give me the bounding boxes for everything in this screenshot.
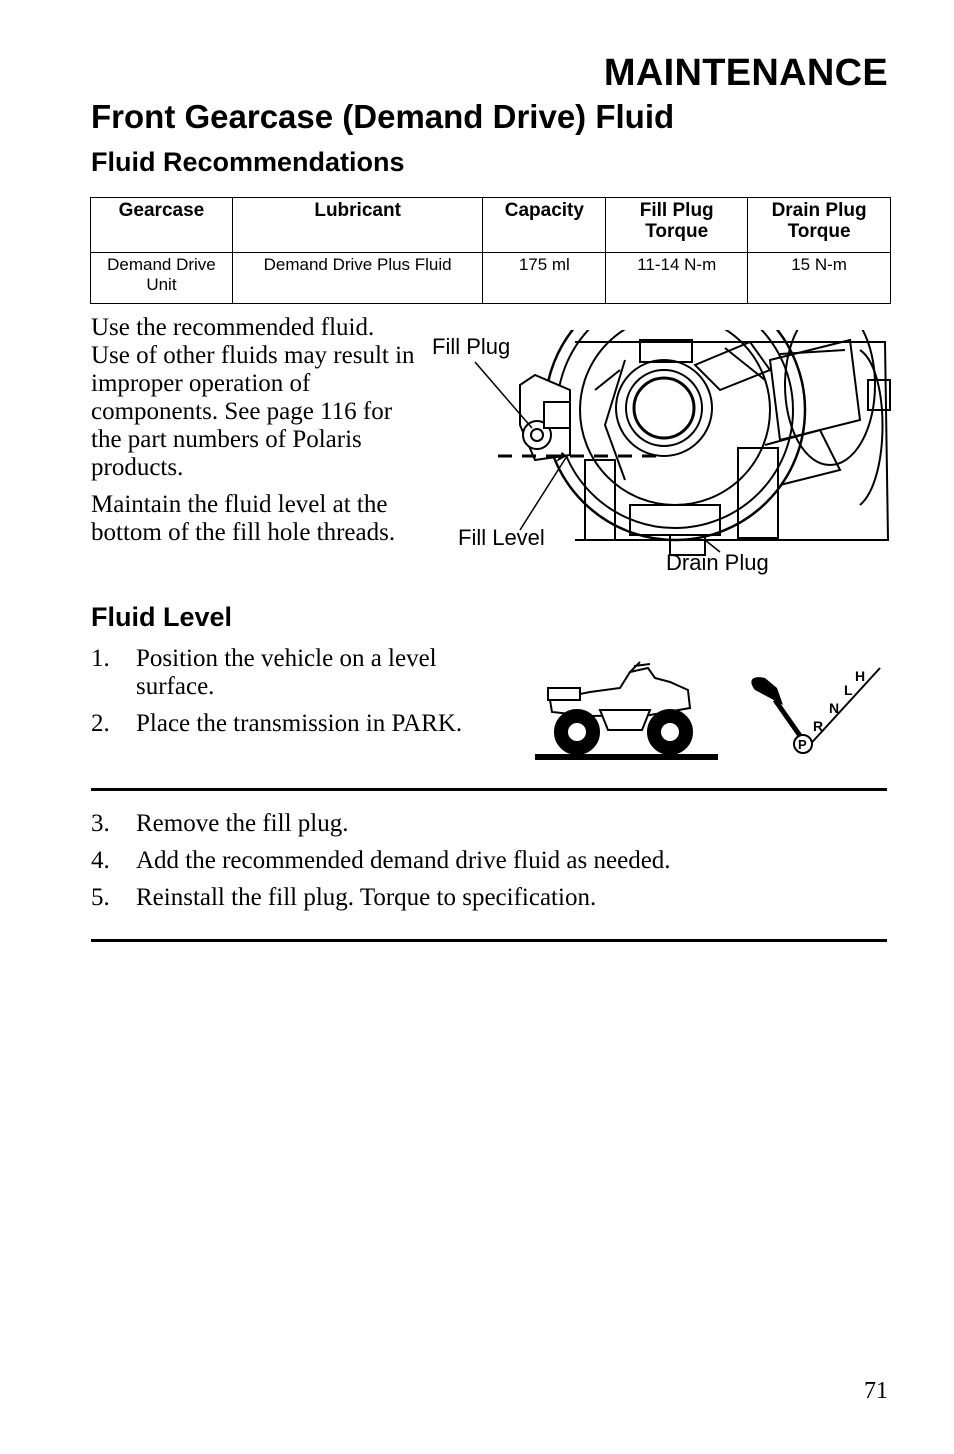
gate-h-label: H	[855, 668, 866, 684]
fluid-level-heading: Fluid Level	[91, 602, 233, 632]
cell-drain-plug-torque: 15 N-m	[748, 253, 891, 304]
step-number: 1.	[91, 645, 110, 672]
step-text: Position the vehicle on a level surface.	[136, 645, 437, 700]
fluid-spec-table	[90, 197, 891, 304]
step-number: 2.	[91, 710, 110, 737]
fluid-recommendations-heading: Fluid Recommendations	[91, 147, 405, 177]
fill-plug-label: Fill Plug	[432, 334, 511, 359]
section-header: MAINTENANCE	[603, 52, 888, 94]
fill-level-label: Fill Level	[458, 525, 545, 550]
gate-l-label: L	[844, 682, 853, 698]
col-header-gearcase: Gearcase	[91, 198, 233, 253]
col-header-capacity: Capacity	[483, 198, 606, 253]
cell-lubricant: Demand Drive Plus Fluid	[232, 253, 483, 304]
page-number: 71	[864, 1378, 888, 1404]
table-header-row	[91, 198, 891, 253]
fluid-level-paragraph: Maintain the fluid level at the bottom of the fill hole threads.	[91, 491, 396, 546]
col-header-lubricant: Lubricant	[232, 198, 483, 253]
step-text: Place the transmission in PARK.	[136, 710, 463, 737]
step-text: Remove the fill plug.	[136, 810, 349, 837]
cell-capacity: 175 ml	[483, 253, 606, 304]
step-number: 3.	[91, 810, 110, 837]
divider-top	[91, 788, 887, 791]
shifter-park-icon	[745, 660, 885, 760]
drain-plug-label: Drain Plug	[666, 550, 769, 575]
step-text: Reinstall the fill plug. Torque to specification.	[136, 884, 597, 911]
gate-p-label: P	[798, 737, 807, 752]
step-number: 4.	[91, 847, 110, 874]
gate-n-label: N	[829, 700, 840, 716]
cell-gearcase: Demand Drive Unit	[91, 253, 233, 304]
atv-on-level-surface-icon	[530, 660, 725, 765]
page-title: Front Gearcase (Demand Drive) Fluid	[91, 98, 675, 135]
table-row	[91, 253, 891, 304]
divider-bottom	[91, 939, 887, 942]
recommended-fluid-paragraph: Use the recommended fluid. Use of other fluids may result in improper operation of components. See page 116 for the part numbers of Polaris products.	[91, 314, 415, 481]
col-header-drain-plug-torque: Drain Plug Torque	[748, 198, 891, 253]
cell-fill-plug-torque: 11-14 N-m	[606, 253, 748, 304]
step-number: 5.	[91, 884, 110, 911]
col-header-fill-plug-torque: Fill Plug Torque	[606, 198, 748, 253]
step-text: Add the recommended demand drive fluid as needed.	[136, 847, 671, 874]
gate-r-label: R	[813, 718, 824, 734]
